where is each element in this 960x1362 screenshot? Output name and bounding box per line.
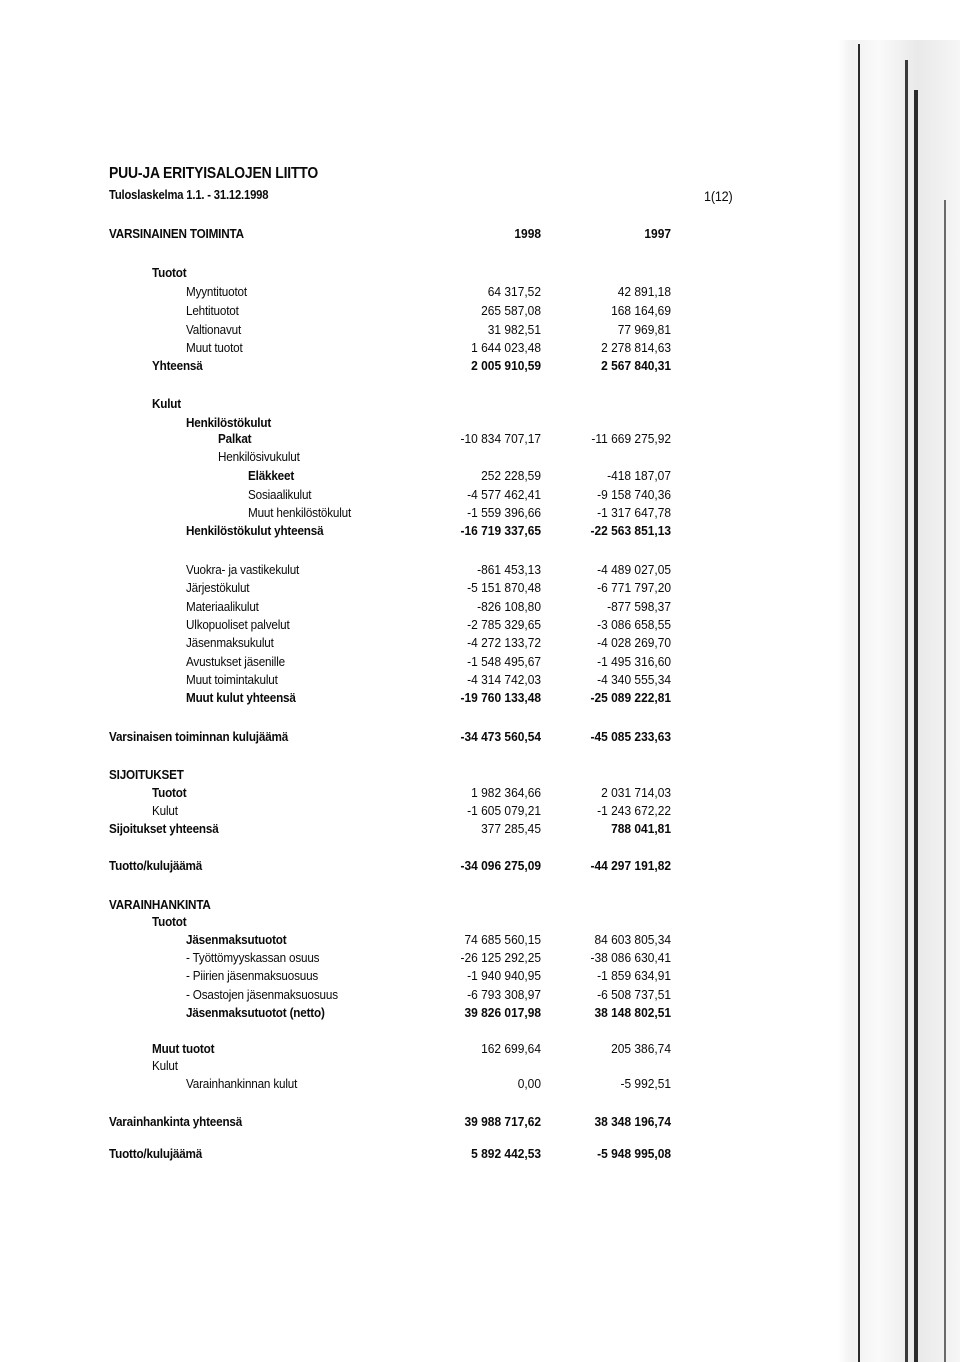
group-label: Kulut — [152, 1058, 178, 1073]
value-1998: 265 587,08 — [481, 303, 541, 318]
value-1997: 205 386,74 — [611, 1041, 671, 1056]
total-1997: 38 148 802,51 — [594, 1005, 671, 1020]
value-1998: -1 559 396,66 — [467, 505, 541, 520]
row-label: Sosiaalikulut — [248, 487, 312, 502]
row-label: Jäsenmaksukulut — [186, 635, 274, 650]
total-1998: -19 760 133,48 — [460, 690, 541, 705]
section-heading: VARSINAINEN TOIMINTA — [109, 226, 244, 241]
total-label: Varainhankinta yhteensä — [109, 1114, 243, 1129]
value-1997: -4 340 555,34 — [597, 672, 671, 687]
value-1998: -1 548 495,67 — [467, 654, 541, 669]
result-1997: -5 948 995,08 — [597, 1146, 671, 1161]
value-1998: -1 605 079,21 — [467, 803, 541, 818]
row-label: - Työttömyyskassan osuus — [186, 950, 320, 965]
total-1997: 38 348 196,74 — [594, 1114, 671, 1129]
scan-page-edge — [838, 40, 960, 1362]
total-label: Jäsenmaksutuotot (netto) — [186, 1005, 325, 1020]
value-1998: -826 108,80 — [477, 599, 541, 614]
value-1998: 64 317,52 — [487, 284, 541, 299]
result-1998: 5 892 442,53 — [471, 1146, 541, 1161]
total-label: Yhteensä — [152, 358, 203, 373]
total-1998: -16 719 337,65 — [460, 523, 541, 538]
value-1998: 162 699,64 — [481, 1041, 541, 1056]
value-1997: -11 669 275,92 — [591, 431, 671, 446]
total-1998: 377 285,45 — [481, 821, 541, 836]
total-label: Henkilöstökulut yhteensä — [186, 523, 324, 538]
result-1998: -34 473 560,54 — [460, 729, 541, 744]
result-label: Varsinaisen toiminnan kulujäämä — [109, 729, 289, 744]
value-1998: 0,00 — [517, 1076, 541, 1091]
value-1998: -26 125 292,25 — [460, 950, 541, 965]
value-1997: -6 508 737,51 — [597, 987, 671, 1002]
section-heading: VARAINHANKINTA — [109, 897, 211, 912]
value-1997: 2 031 714,03 — [601, 785, 671, 800]
row-label: Jäsenmaksutuotot — [186, 932, 287, 947]
value-1997: -5 992,51 — [620, 1076, 671, 1091]
value-1997: 2 278 814,63 — [601, 340, 671, 355]
value-1997: 168 164,69 — [611, 303, 671, 318]
value-1997: -38 086 630,41 — [590, 950, 671, 965]
group-label: Tuotot — [152, 914, 187, 929]
value-1998: 31 982,51 — [487, 322, 541, 337]
value-1998: -4 272 133,72 — [467, 635, 541, 650]
row-label: Ulkopuoliset palvelut — [186, 617, 290, 632]
value-1997: 42 891,18 — [617, 284, 671, 299]
total-1998: 39 826 017,98 — [464, 1005, 541, 1020]
row-label: Lehtituotot — [186, 303, 239, 318]
row-label: - Osastojen jäsenmaksuosuus — [186, 987, 338, 1002]
group-label: Tuotot — [152, 265, 187, 280]
row-label: Avustukset jäsenille — [186, 654, 285, 669]
value-1997: -418 187,07 — [607, 468, 671, 483]
scan-edge-line — [914, 90, 918, 1362]
value-1997: 77 969,81 — [617, 322, 671, 337]
value-1998: 1 982 364,66 — [471, 785, 541, 800]
value-1997: -877 598,37 — [607, 599, 671, 614]
total-1997: -25 089 222,81 — [590, 690, 671, 705]
value-1998: -1 940 940,95 — [467, 968, 541, 983]
value-1998: -4 577 462,41 — [467, 487, 541, 502]
value-1998: -6 793 308,97 — [467, 987, 541, 1002]
row-label: Muut tuotot — [186, 340, 243, 355]
value-1998: -2 785 329,65 — [467, 617, 541, 632]
section-heading: SIJOITUKSET — [109, 767, 184, 782]
result-1997: -44 297 191,82 — [590, 858, 671, 873]
value-1997: 84 603 805,34 — [594, 932, 671, 947]
total-1998: 2 005 910,59 — [471, 358, 541, 373]
row-label: Muut tuotot — [152, 1041, 215, 1056]
value-1998: 252 228,59 — [481, 468, 541, 483]
value-1998: 1 644 023,48 — [471, 340, 541, 355]
total-label: Sijoitukset yhteensä — [109, 821, 219, 836]
column-year-1997: 1997 — [644, 226, 671, 241]
total-1997: 2 567 840,31 — [601, 358, 671, 373]
value-1997: -4 489 027,05 — [597, 562, 671, 577]
group-label: Kulut — [152, 396, 181, 411]
value-1997: -6 771 797,20 — [597, 580, 671, 595]
row-label: Valtionavut — [186, 322, 242, 337]
org-title: PUU-JA ERITYISALOJEN LIITTO — [109, 165, 319, 182]
row-label: Järjestökulut — [186, 580, 250, 595]
total-label: Muut kulut yhteensä — [186, 690, 296, 705]
row-label: - Piirien jäsenmaksuosuus — [186, 968, 319, 983]
row-label: Myyntituotot — [186, 284, 247, 299]
value-1997: -4 028 269,70 — [597, 635, 671, 650]
value-1997: -3 086 658,55 — [597, 617, 671, 632]
row-label: Vuokra- ja vastikekulut — [186, 562, 300, 577]
subgroup-label: Henkilöstökulut — [186, 415, 272, 430]
total-1998: 39 988 717,62 — [464, 1114, 541, 1129]
column-year-1998: 1998 — [514, 226, 541, 241]
value-1997: -1 243 672,22 — [597, 803, 671, 818]
total-1997: -22 563 851,13 — [590, 523, 671, 538]
row-label: Palkat — [218, 431, 252, 446]
subgroup-label: Henkilösivukulut — [218, 449, 300, 464]
scan-edge-line — [858, 44, 860, 1362]
report-subtitle: Tuloslaskelma 1.1. - 31.12.1998 — [109, 188, 269, 202]
value-1998: -10 834 707,17 — [460, 431, 541, 446]
value-1998: -861 453,13 — [477, 562, 541, 577]
value-1998: -4 314 742,03 — [467, 672, 541, 687]
result-1998: -34 096 275,09 — [460, 858, 541, 873]
row-label: Eläkkeet — [248, 468, 295, 483]
scan-edge-line — [944, 200, 946, 1362]
value-1997: -1 495 316,60 — [597, 654, 671, 669]
row-label: Kulut — [152, 803, 178, 818]
row-label: Materiaalikulut — [186, 599, 259, 614]
result-label: Tuotto/kulujäämä — [109, 858, 203, 873]
row-label: Muut henkilöstökulut — [248, 505, 352, 520]
result-label: Tuotto/kulujäämä — [109, 1146, 203, 1161]
result-1997: -45 085 233,63 — [590, 729, 671, 744]
row-label: Muut toimintakulut — [186, 672, 278, 687]
value-1997: -1 317 647,78 — [597, 505, 671, 520]
value-1998: 74 685 560,15 — [464, 932, 541, 947]
value-1998: -5 151 870,48 — [467, 580, 541, 595]
page-number: 1(12) — [704, 188, 733, 204]
row-label: Tuotot — [152, 785, 187, 800]
row-label: Varainhankinnan kulut — [186, 1076, 298, 1091]
scan-edge-line — [905, 60, 908, 1362]
value-1997: -1 859 634,91 — [597, 968, 671, 983]
value-1997: -9 158 740,36 — [597, 487, 671, 502]
total-1997: 788 041,81 — [611, 821, 671, 836]
